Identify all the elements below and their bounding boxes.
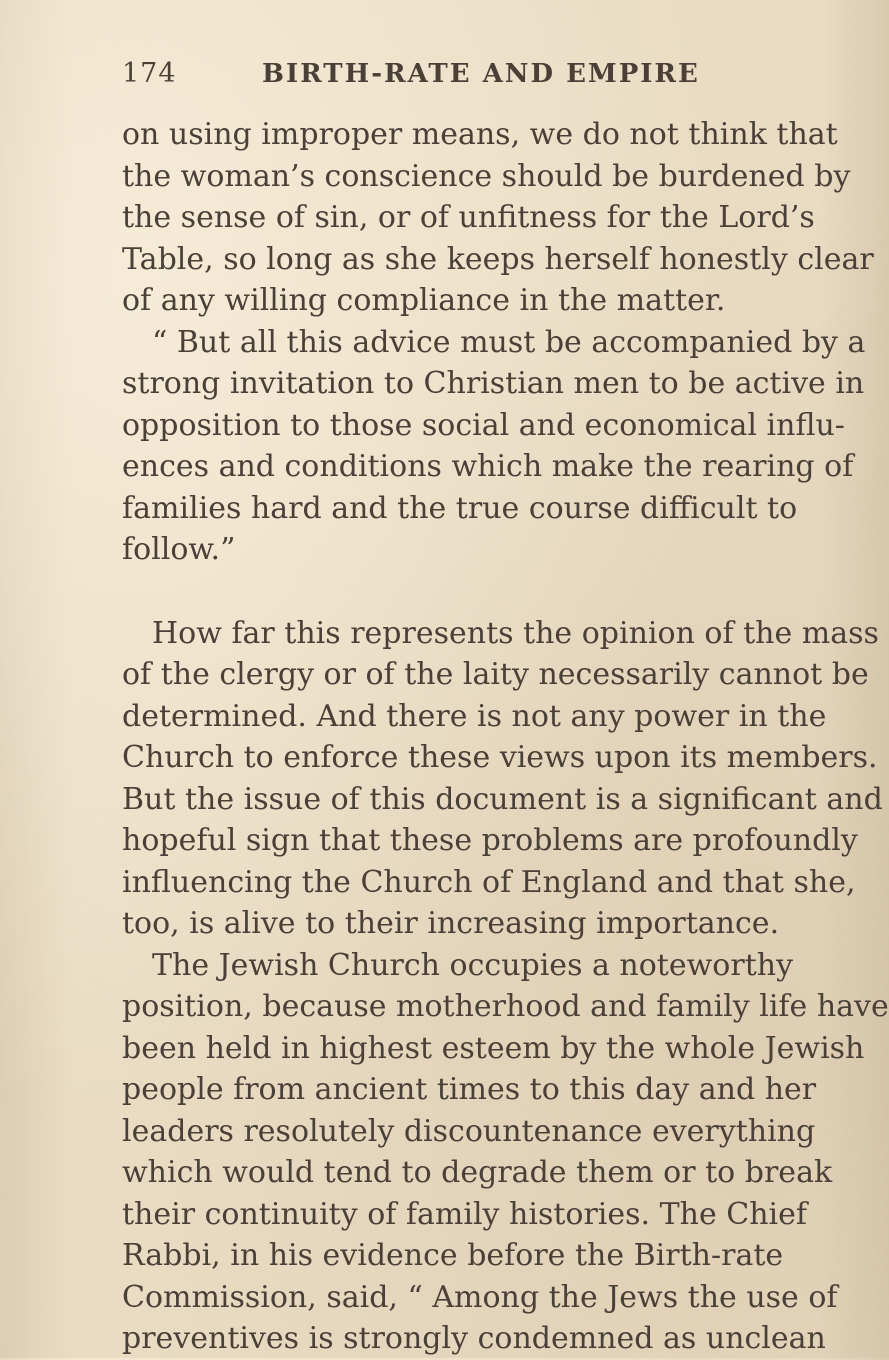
text-line: Table, so long as she keeps herself honestly clear (122, 241, 874, 277)
text-line: the woman’s conscience should be burdened by (122, 158, 851, 194)
text-line: of the clergy or of the laity necessarily cannot be (122, 657, 869, 692)
paragraph-1 (122, 114, 874, 322)
paragraph-2 (122, 322, 866, 571)
book-page (122, 58, 889, 1360)
text-line: which would tend to degrade them or to break (122, 1155, 833, 1190)
text-line: opposition to those social and economical influ- (122, 407, 845, 443)
text-line: the sense of sin, or of unfitness for the Lord’s (122, 200, 815, 235)
text-line: But the issue of this document is a significant and (122, 781, 883, 817)
text-line: follow.” (122, 532, 236, 567)
text-line: position, because motherhood and family life have (122, 989, 889, 1024)
paragraph-3 (122, 613, 883, 945)
text-line: The Jewish Church occupies a noteworthy (152, 947, 794, 983)
paragraph-4 (122, 945, 889, 1360)
text-line: ences and conditions which make the rearing of (122, 449, 854, 484)
text-line: determined. And there is not any power in the (122, 698, 827, 734)
text-line: their continuity of family histories. The Chief (122, 1196, 807, 1232)
text-line: Rabbi, in his evidence before the Birth-rate (122, 1238, 784, 1273)
text-line: people from ancient times to this day and her (122, 1072, 817, 1107)
text-line: preventives is strongly condemned as unclean (122, 1321, 826, 1356)
text-line: How far this represents the opinion of the mass (152, 615, 879, 651)
text-line: influencing the Church of England and that she, (122, 864, 856, 900)
text-line: families hard and the true course difficult to (122, 490, 798, 526)
page-header (122, 58, 772, 114)
text-line: Church to enforce these views upon its members. (122, 740, 878, 775)
body-text (122, 114, 889, 1360)
running-title: BIRTH-RATE AND EMPIRE (262, 59, 700, 89)
text-line: too, is alive to their increasing importance. (122, 906, 780, 941)
text-line: Commission, said, “ Among the Jews the use of (122, 1279, 838, 1315)
text-line: “ But all this advice must be accompanied by a (152, 324, 866, 360)
text-line: leaders resolutely discountenance everything (122, 1113, 816, 1149)
section-break (122, 571, 772, 613)
text-line: strong invitation to Christian men to be active in (122, 366, 865, 401)
text-line: on using improper means, we do not think that (122, 117, 838, 152)
text-line: been held in highest esteem by the whole Jewish (122, 1030, 865, 1066)
text-line: hopeful sign that these problems are profoundly (122, 823, 858, 858)
page-number: 174 (122, 58, 177, 89)
text-line: of any willing compliance in the matter. (122, 283, 726, 318)
